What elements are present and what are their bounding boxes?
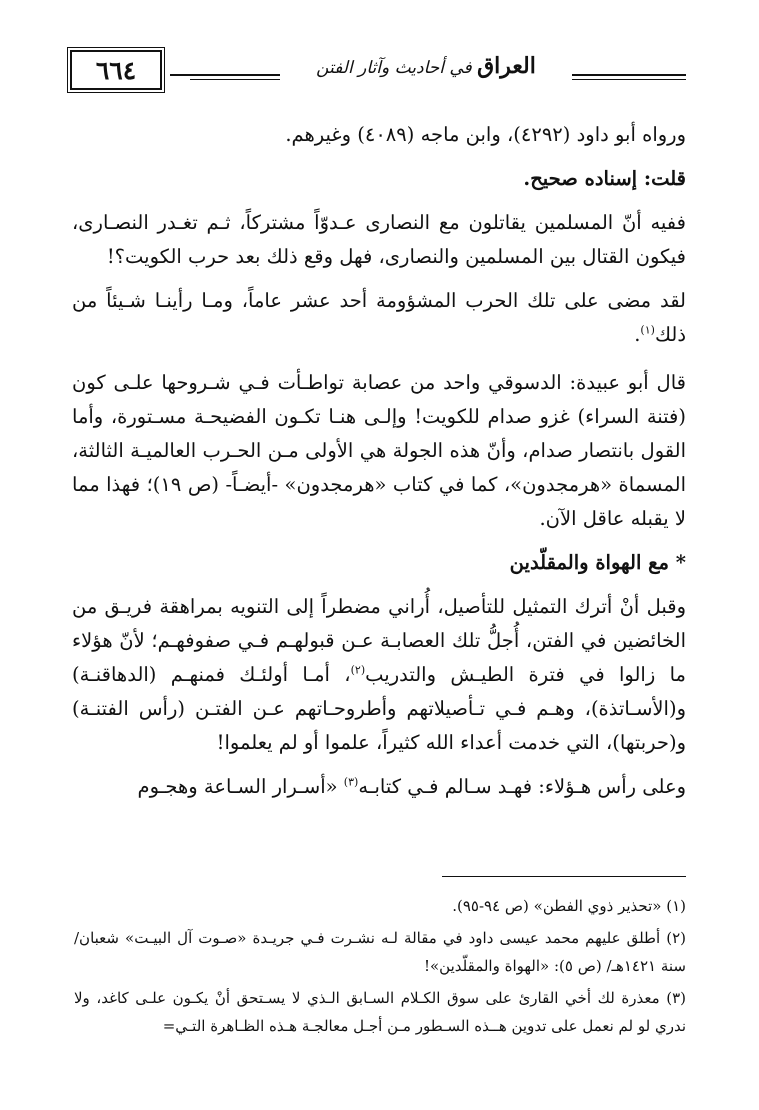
- paragraph-2: قلت: إسناده صحيح.: [523, 167, 686, 190]
- page-header: [70, 48, 686, 94]
- paragraph-7-text-b: «أسـرار السـاعة وهجـوم: [137, 775, 344, 798]
- page-number: ٦٦٤: [70, 50, 162, 90]
- paragraph-6-text-a: وقبل أنْ أترك التمثيل للتأصيل، أُراني مضطراً إلى التنويه بمراهقة فريـق من الخائضين في الفتن، أُجلُّ تلك العصابـة عـن قبولهـم فـي صفوفهـم؛ لأنّ هؤلاء ما زالوا في فترة الطيـش والتدريب: [72, 595, 687, 686]
- paragraph-4-text: لقد مضى على تلك الحرب المشؤومة أحد عشر عاماً، ومـا رأينـا شـيئاً من ذلك: [72, 289, 686, 346]
- paragraph-3: ففيه أنّ المسلمين يقاتلون مع النصارى عـدوّاً مشتركاً، ثـم تغـدر النصـارى، فيكون القتال بين المسلمين والنصارى، فهل وقع ذلك بعد حرب الكويت؟!: [72, 211, 686, 268]
- footnote-1: (١) «تحذير ذوي الفطن» (ص ٩٤-٩٥).: [452, 897, 686, 915]
- paragraph-6-text-b: ، أمـا أولئـك فمنهـم (الدهاقنـة) و(الأسـاتذة)، وهـم فـي تـأصيلاتهم وأطروحـاتهم عـن الفتـن (رأس الفتنـة) و(حربتها)، التي خدمت أعداء الله كثيراً، علموا أو لم يعلموا!: [72, 663, 686, 754]
- paragraph-7-text-a: وعلى رأس هـؤلاء: فهـد سـالم فـي كتابـه: [358, 775, 686, 798]
- paragraph-7: [72, 770, 686, 804]
- main-text: [72, 118, 686, 804]
- paragraph-4: [72, 284, 686, 352]
- footnote-2: (٢) أطلق عليهم محمد عيسى داود في مقالة لـه نشـرت فـي جريـدة «صـوت آل البيـت» شعبان/ سنة ١٤٢١هـ/ (ص ٥): «الهواة والمقلّدين»!: [74, 929, 686, 975]
- footnote-3: (٣) معذرة لك أخي القارئ على سوق الكـلام السـابق الـذي لا يسـتحق أنْ يكـون علـى كاغد، ولا ندري لو لم نعمل على تدوين هــذه السـطور مـن أجـل معالجـة هـذه الظـاهرة التـي=: [74, 989, 686, 1035]
- paragraph-5: قال أبو عبيدة: الدسوقي واحد من عصابة تواطـأت فـي شـروحها علـى كون (فتنة السراء) غزو صدام للكويت! وإلـى هنـا تكـون الفضيحـة مسـتورة، وأما القول بانتصار صدام، وأنّ هذه الجولة هي الأولى مـن الحـرب العالميـة الثالثة، المسماة «هرمجدون»، كما في كتاب «هرمجدون» -أيضـاً- (ص ١٩)؛ فهذا مما لا يقبله عاقل الآن.: [72, 371, 687, 530]
- footnote-ref-1: (١): [640, 323, 655, 337]
- footnote-ref-3: (٣): [343, 775, 359, 789]
- footnotes: [74, 892, 686, 1044]
- paragraph-6: [72, 590, 686, 760]
- paragraph-4-end: .: [634, 323, 641, 346]
- paragraph-1: ورواه أبو داود (٤٢٩٢)، وابن ماجه (٤٠٨٩) وغيرهم.: [285, 123, 686, 146]
- running-title-main: العراق: [477, 53, 536, 79]
- footnote-ref-2: (٢): [350, 663, 366, 677]
- running-title: [280, 52, 572, 80]
- footnote-separator: [442, 876, 686, 877]
- section-heading: * مع الهواة والمقلّدين: [509, 551, 686, 574]
- running-title-rest: في أحاديث وآثار الفتن: [316, 58, 472, 78]
